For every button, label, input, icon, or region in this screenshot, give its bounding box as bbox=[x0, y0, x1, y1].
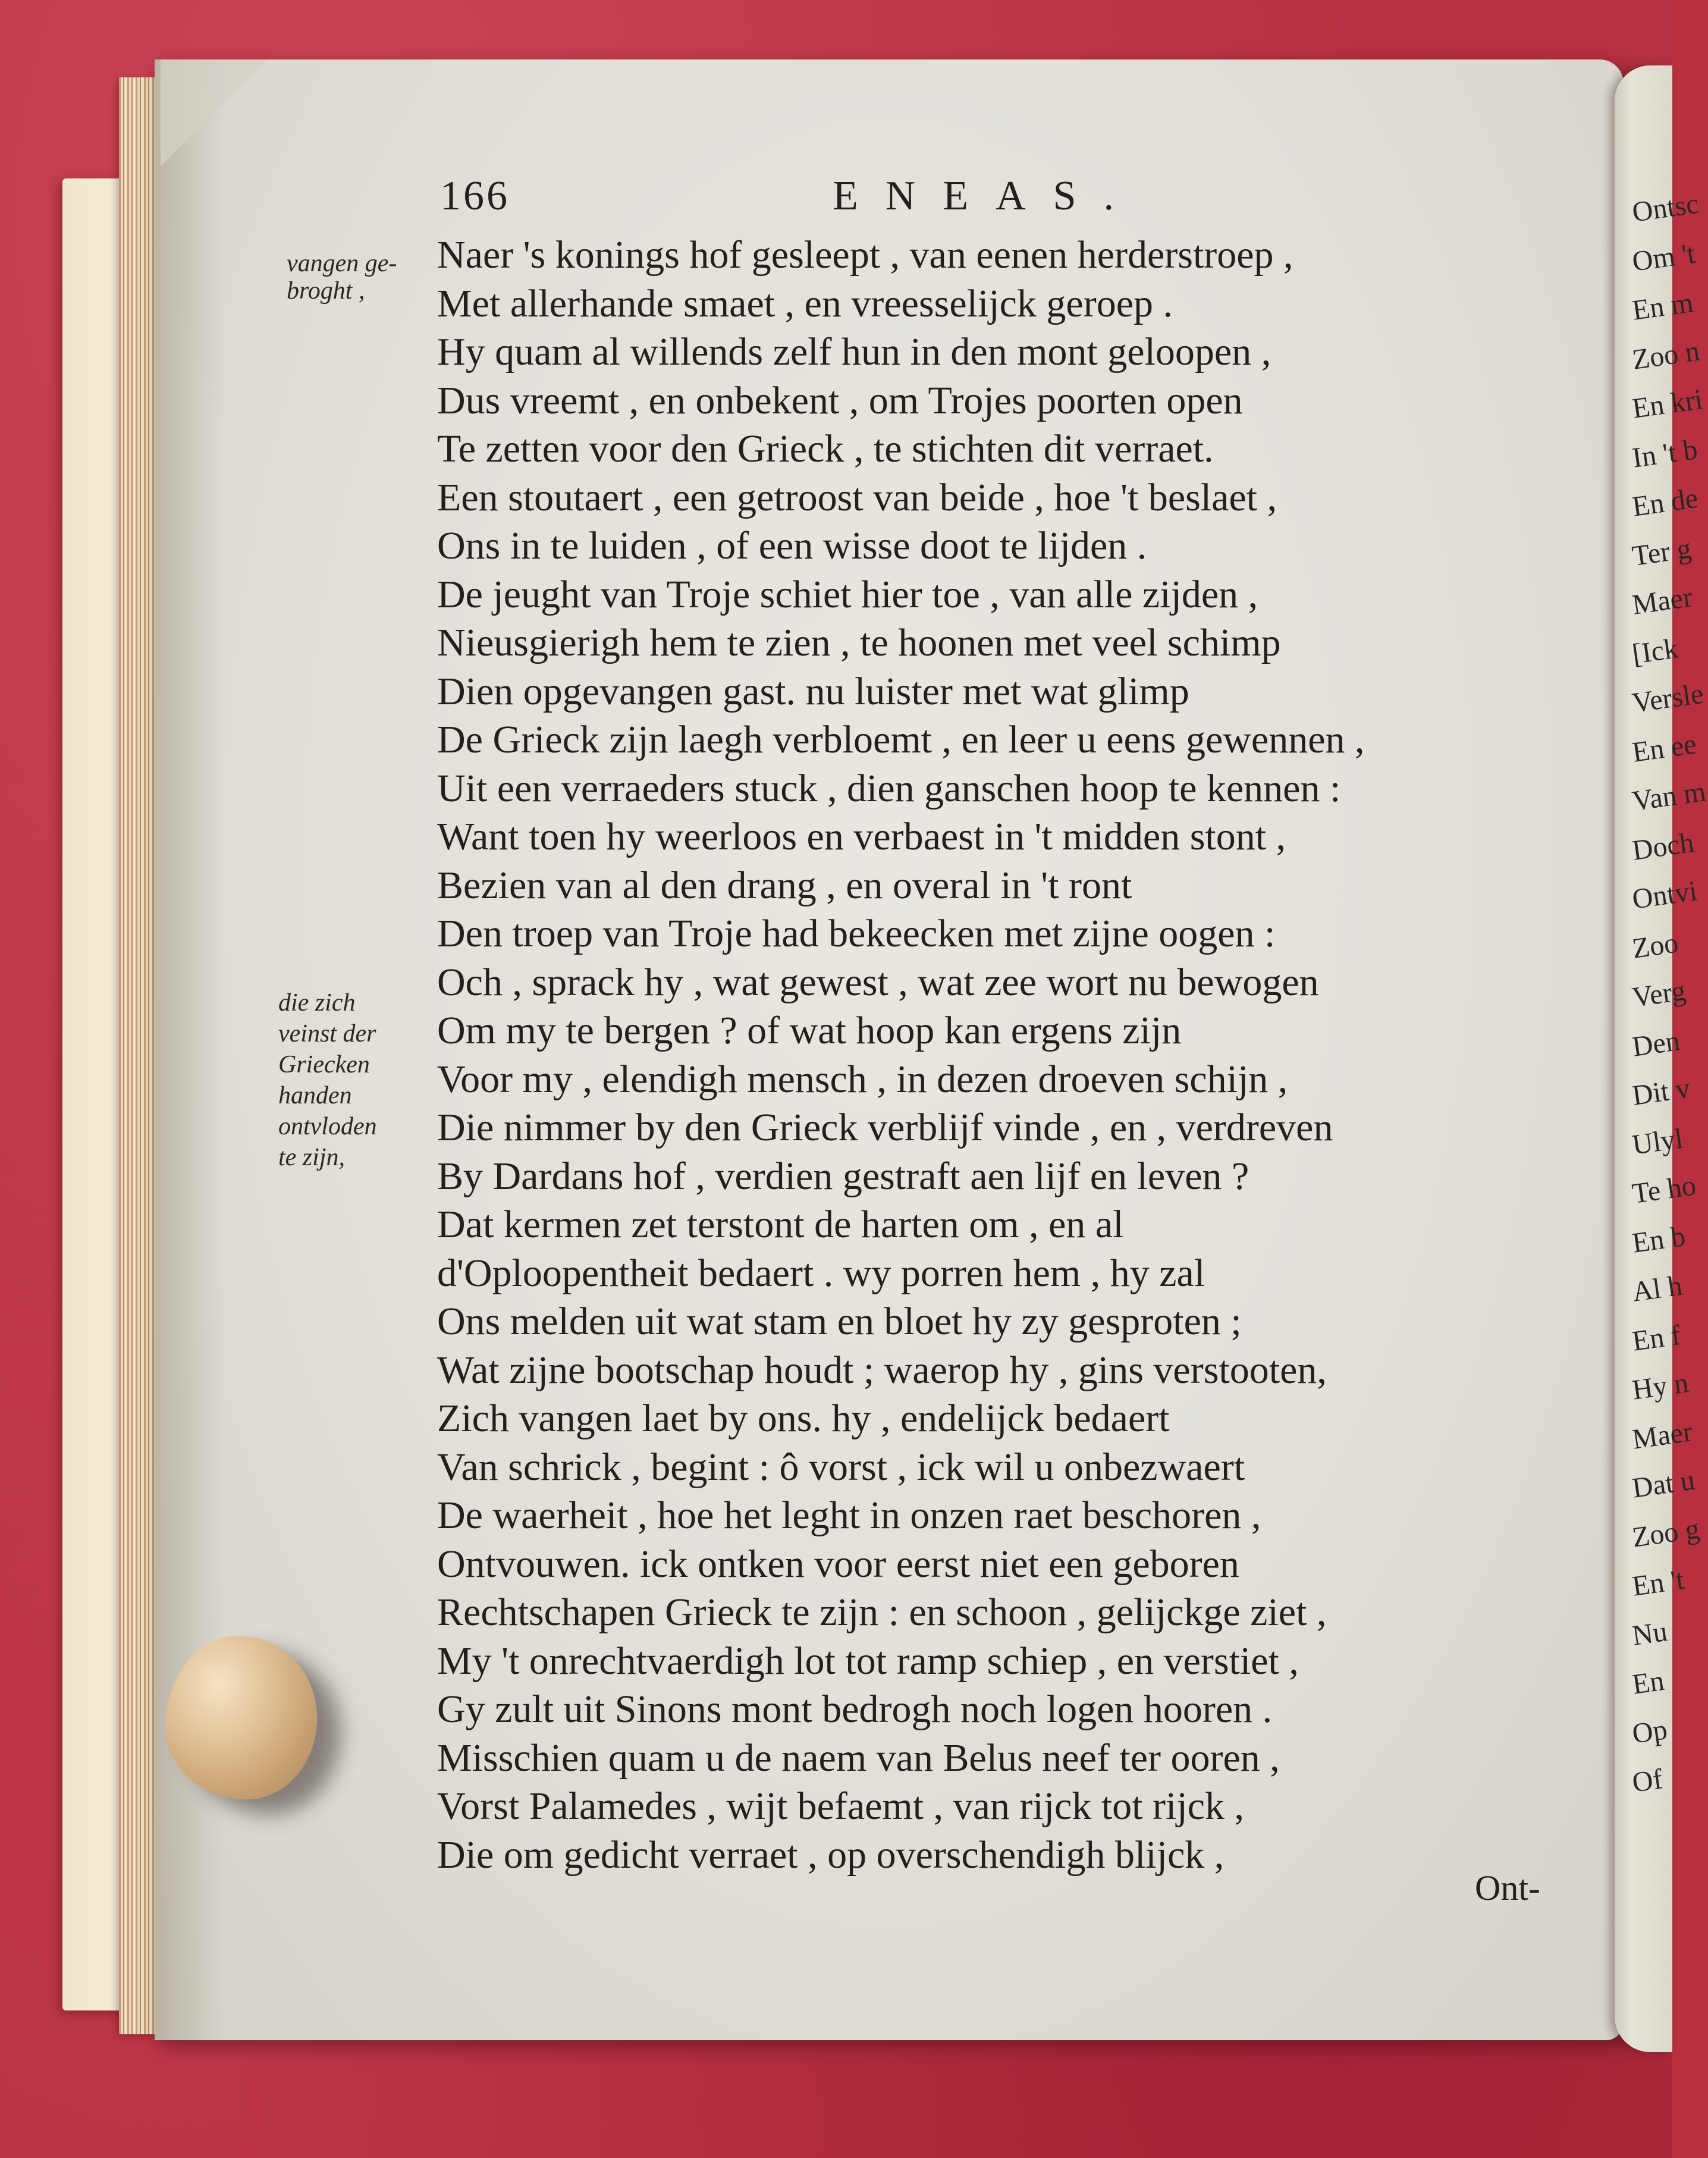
side-note-line: Griecken bbox=[278, 1051, 370, 1078]
verse-line: Nieusgierigh hem te zien , te hoonen met veel schimp bbox=[437, 621, 1281, 664]
next-page-fragment: Van m bbox=[1630, 776, 1708, 817]
verse-line: Voor my , elendigh mensch , in dezen droeven schijn , bbox=[437, 1057, 1288, 1101]
verse-line: Misschien quam u de naem van Belus neef ter ooren , bbox=[437, 1736, 1280, 1780]
verse-line: Om my te bergen ? of wat hoop kan ergens zijn bbox=[437, 1009, 1182, 1052]
next-page-fragment: En bbox=[1630, 1664, 1666, 1701]
verse-line: De Grieck zijn laegh verbloemt , en leer u eens gewennen , bbox=[437, 718, 1365, 761]
next-page-fragment: Dit v bbox=[1630, 1072, 1693, 1112]
side-note-line: vangen ge- bbox=[287, 250, 397, 277]
verse-line: Want toen hy weerloos en verbaest in 't midden stont , bbox=[437, 815, 1286, 858]
next-page-fragment: Al h bbox=[1630, 1269, 1684, 1308]
verse-line: Wat zijne bootschap houdt ; waerop hy , gins verstooten, bbox=[437, 1348, 1327, 1392]
next-page-fragment: Dat u bbox=[1630, 1464, 1697, 1504]
next-page-fragment: Te ho bbox=[1630, 1169, 1698, 1210]
next-page-fragment: En de bbox=[1630, 482, 1700, 523]
next-page-fragment: En b bbox=[1630, 1220, 1688, 1259]
side-note-line: te zijn, bbox=[278, 1144, 345, 1171]
verse-line: Dat kermen zet terstont de harten om , en al bbox=[437, 1203, 1124, 1246]
verse-line: d'Oploopentheit bedaert . wy porren hem , hy zal bbox=[437, 1251, 1205, 1295]
next-page-fragment: En f bbox=[1630, 1319, 1683, 1357]
verse-line: My 't onrechtvaerdigh lot tot ramp schiep , en verstiet , bbox=[437, 1639, 1299, 1683]
next-page-fragment: En kri bbox=[1630, 383, 1705, 425]
side-note-2 bbox=[278, 987, 377, 1173]
verse-line: Die nimmer by den Grieck verblijf vinde , en , verdreven bbox=[437, 1106, 1333, 1149]
verse-line: Hy quam al willends zelf hun in den mont geloopen , bbox=[437, 330, 1271, 374]
verse-line: Ons in te luiden , of een wisse doot te lijden . bbox=[437, 524, 1147, 567]
verse-line: By Dardans hof , verdien gestraft aen lijf en leven ? bbox=[437, 1154, 1249, 1198]
next-page-fragment: [Ick bbox=[1630, 632, 1681, 670]
next-page-fragment: Nu bbox=[1630, 1615, 1669, 1652]
next-page-fragment: Zoo bbox=[1630, 926, 1681, 965]
verse-line: Een stoutaert , een getroost van beide , hoe 't beslaet , bbox=[437, 475, 1277, 519]
verse-line: Vorst Palamedes , wijt befaemt , van rijck tot rijck , bbox=[437, 1784, 1244, 1828]
verse-block bbox=[437, 231, 1567, 1879]
next-page-fragment: Verg bbox=[1630, 974, 1688, 1014]
next-page-fragment: Doch bbox=[1630, 826, 1696, 867]
verse-line: Rechtschapen Grieck te zijn : en schoon , gelijckge ziet , bbox=[437, 1591, 1327, 1634]
next-page-fragment: In 't b bbox=[1630, 433, 1700, 474]
next-page-fragment: Ontvi bbox=[1630, 875, 1699, 915]
side-note-line: broght , bbox=[287, 277, 365, 305]
catchword: Ont- bbox=[1475, 1868, 1540, 1908]
next-page-fragment: Zoo g bbox=[1630, 1512, 1701, 1554]
next-page-fragment: Maer bbox=[1630, 581, 1694, 621]
page-number: 166 bbox=[440, 173, 510, 219]
next-page-fragment: En ee bbox=[1630, 727, 1698, 769]
verse-line: Bezien van al den drang , en overal in 't ront bbox=[437, 863, 1132, 907]
next-page-fragment: En 't bbox=[1630, 1564, 1687, 1602]
side-note-line: die zich bbox=[278, 989, 356, 1017]
pebble-weight bbox=[165, 1636, 317, 1799]
side-note-line: ontvloden bbox=[278, 1113, 377, 1140]
side-note-line: veinst der bbox=[278, 1020, 376, 1047]
verse-line: Van schrick , begint : ô vorst , ick wil u onbezwaert bbox=[437, 1445, 1245, 1489]
verse-line: Gy zult uit Sinons mont bedrogh noch logen hooren . bbox=[437, 1687, 1273, 1731]
verse-line: Die om gedicht verraet , op overschendigh blijck , bbox=[437, 1833, 1225, 1877]
verse-line: De jeught van Troje schiet hier toe , van alle zijden , bbox=[437, 572, 1258, 616]
next-page-fragment: Ontsc bbox=[1630, 187, 1701, 228]
verse-line: Te zetten voor den Grieck , te stichten dit verraet. bbox=[437, 427, 1214, 471]
next-page-fragment: Om 't bbox=[1630, 237, 1697, 278]
verse-line: Naer 's konings hof gesleept , van eenen herderstroep , bbox=[437, 233, 1293, 277]
verse-line: Zich vangen laet by ons. hy , endelijck bedaert bbox=[437, 1397, 1170, 1440]
verse-line: Dus vreemt , en onbekent , om Trojes poorten open bbox=[437, 378, 1243, 422]
next-page-fragment: Ulyl bbox=[1630, 1122, 1685, 1161]
next-page-fragment: Versle bbox=[1630, 677, 1706, 719]
verse-line: De waerheit , hoe het leght in onzen raet beschoren , bbox=[437, 1494, 1261, 1537]
side-note-1 bbox=[287, 250, 397, 305]
next-page-fragment: Ter g bbox=[1630, 532, 1693, 572]
next-page-fragment: Hy n bbox=[1630, 1367, 1691, 1406]
verse-line: Den troep van Troje had bekeecken met zijne oogen : bbox=[437, 912, 1276, 955]
next-page-fragment: Den bbox=[1630, 1024, 1682, 1063]
next-page-fragment: Op bbox=[1630, 1713, 1669, 1750]
verse-line: Ontvouwen. ick ontken voor eerst niet een geboren bbox=[437, 1542, 1239, 1586]
verse-line: Met allerhande smaet , en vreesselijck geroep . bbox=[437, 281, 1173, 325]
verse-line: Dien opgevangen gast. nu luister met wat glimp bbox=[437, 669, 1189, 713]
side-note-line: handen bbox=[278, 1082, 352, 1109]
next-page-fragment: En m bbox=[1630, 286, 1696, 327]
verse-line: Ons melden uit wat stam en bloet hy zy gesproten ; bbox=[437, 1300, 1242, 1343]
next-page-fragment: Zoo n bbox=[1630, 334, 1701, 376]
next-page-fragment: Of bbox=[1630, 1763, 1665, 1799]
running-title: ENEAS. bbox=[833, 173, 1142, 219]
verse-line: Och , sprack hy , wat gewest , wat zee wort nu bewogen bbox=[437, 960, 1319, 1004]
verse-line: Uit een verraeders stuck , dien ganschen hoop te kennen : bbox=[437, 766, 1341, 810]
next-page-fragment: Maer bbox=[1630, 1415, 1694, 1456]
